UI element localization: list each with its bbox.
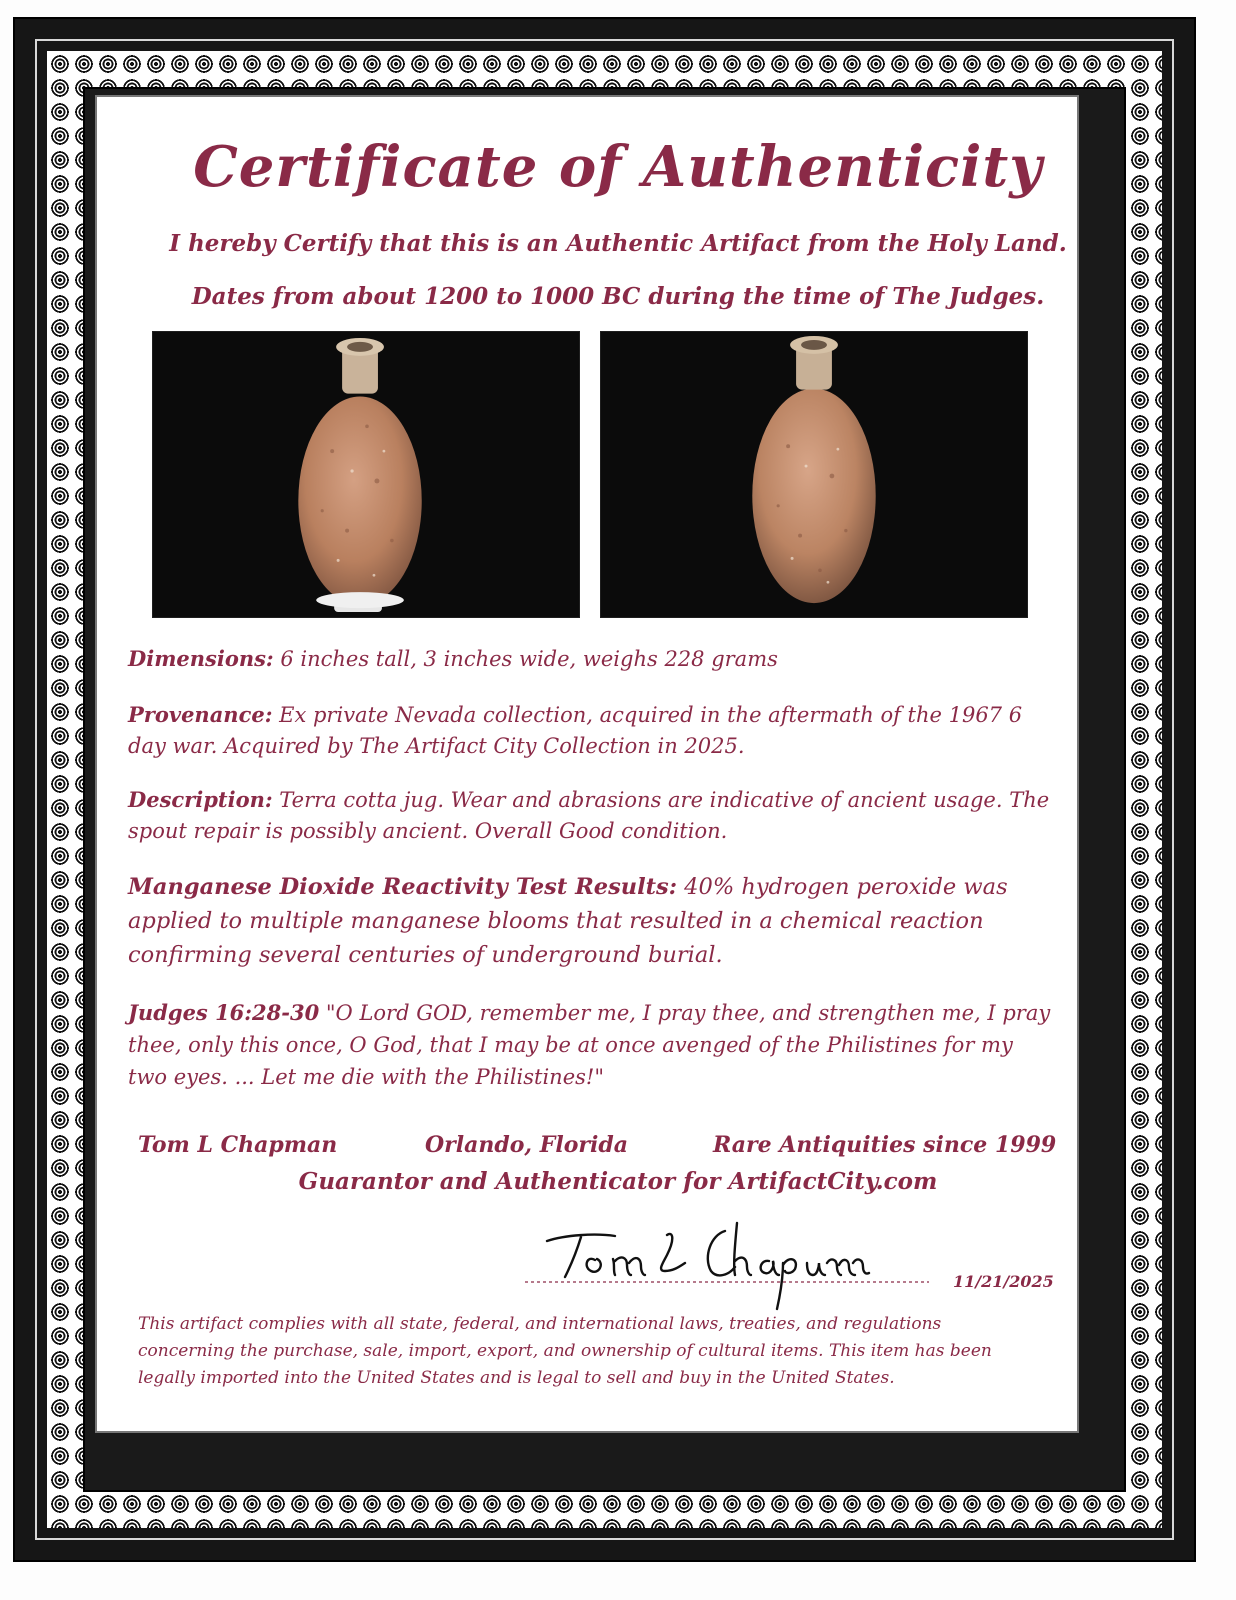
authenticator-name: Tom L Chapman	[138, 1132, 338, 1158]
manganese-test-label: Manganese Dioxide Reactivity Test Results:	[128, 874, 678, 900]
provenance-label: Provenance:	[128, 702, 273, 727]
dimensions-value: 6 inches tall, 3 inches wide, weighs 228 grams	[273, 647, 778, 671]
signature-date: 11/21/2025	[953, 1272, 1054, 1291]
description-label: Description:	[128, 787, 273, 812]
dimensions-label: Dimensions:	[128, 646, 274, 671]
handwritten-signature	[525, 1205, 945, 1315]
legal-compliance-statement: This artifact complies with all state, federal, and international laws, treaties, and regulations concerning the purchase, sale, import, export, and ownership of cultural items. This item has been legally imported into the United States and is legal to sell and buy in the United States.	[138, 1314, 992, 1388]
scripture-reference: Judges 16:28-30	[128, 1000, 320, 1025]
authenticator-location: Orlando, Florida	[425, 1132, 628, 1158]
description-value: Terra cotta jug. Wear and abrasions are indicative of ancient usage. The spout repair is possibly ancient. Overall Good condition.	[128, 788, 1050, 843]
guarantor-statement: Guarantor and Authenticator for ArtifactCity.com	[298, 1168, 938, 1195]
description-field	[128, 784, 1058, 847]
certificate-title: Certificate of Authenticity	[193, 134, 1043, 200]
manganese-test-field	[128, 870, 1058, 972]
certify-statement: I hereby Certify that this is an Authentic Artifact from the Holy Land.	[169, 230, 1067, 257]
scripture-field	[128, 997, 1058, 1093]
terra-cotta-jug-side-photo	[600, 331, 1028, 618]
date-statement: Dates from about 1200 to 1000 BC during the time of The Judges.	[191, 283, 1045, 310]
authenticator-tagline: Rare Antiquities since 1999	[713, 1132, 1057, 1158]
dimensions-field	[128, 643, 1058, 675]
manganese-test-value: 40% hydrogen peroxide was applied to multiple manganese blooms that resulted in a chemical reaction confirming several centuries of underground burial.	[128, 874, 1008, 968]
scripture-quote: "O Lord GOD, remember me, I pray thee, and strengthen me, I pray thee, only this once, O God, that I may be at once avenged of the Philistines for my two eyes. ... Let me die with the Philistines!"	[128, 1001, 1051, 1089]
provenance-value: Ex private Nevada collection, acquired in the aftermath of the 1967 6 day war. Acquired by The Artifact City Collection in 2025.	[128, 703, 1023, 758]
provenance-field	[128, 699, 1058, 762]
terra-cotta-jug-front-photo	[152, 331, 580, 618]
